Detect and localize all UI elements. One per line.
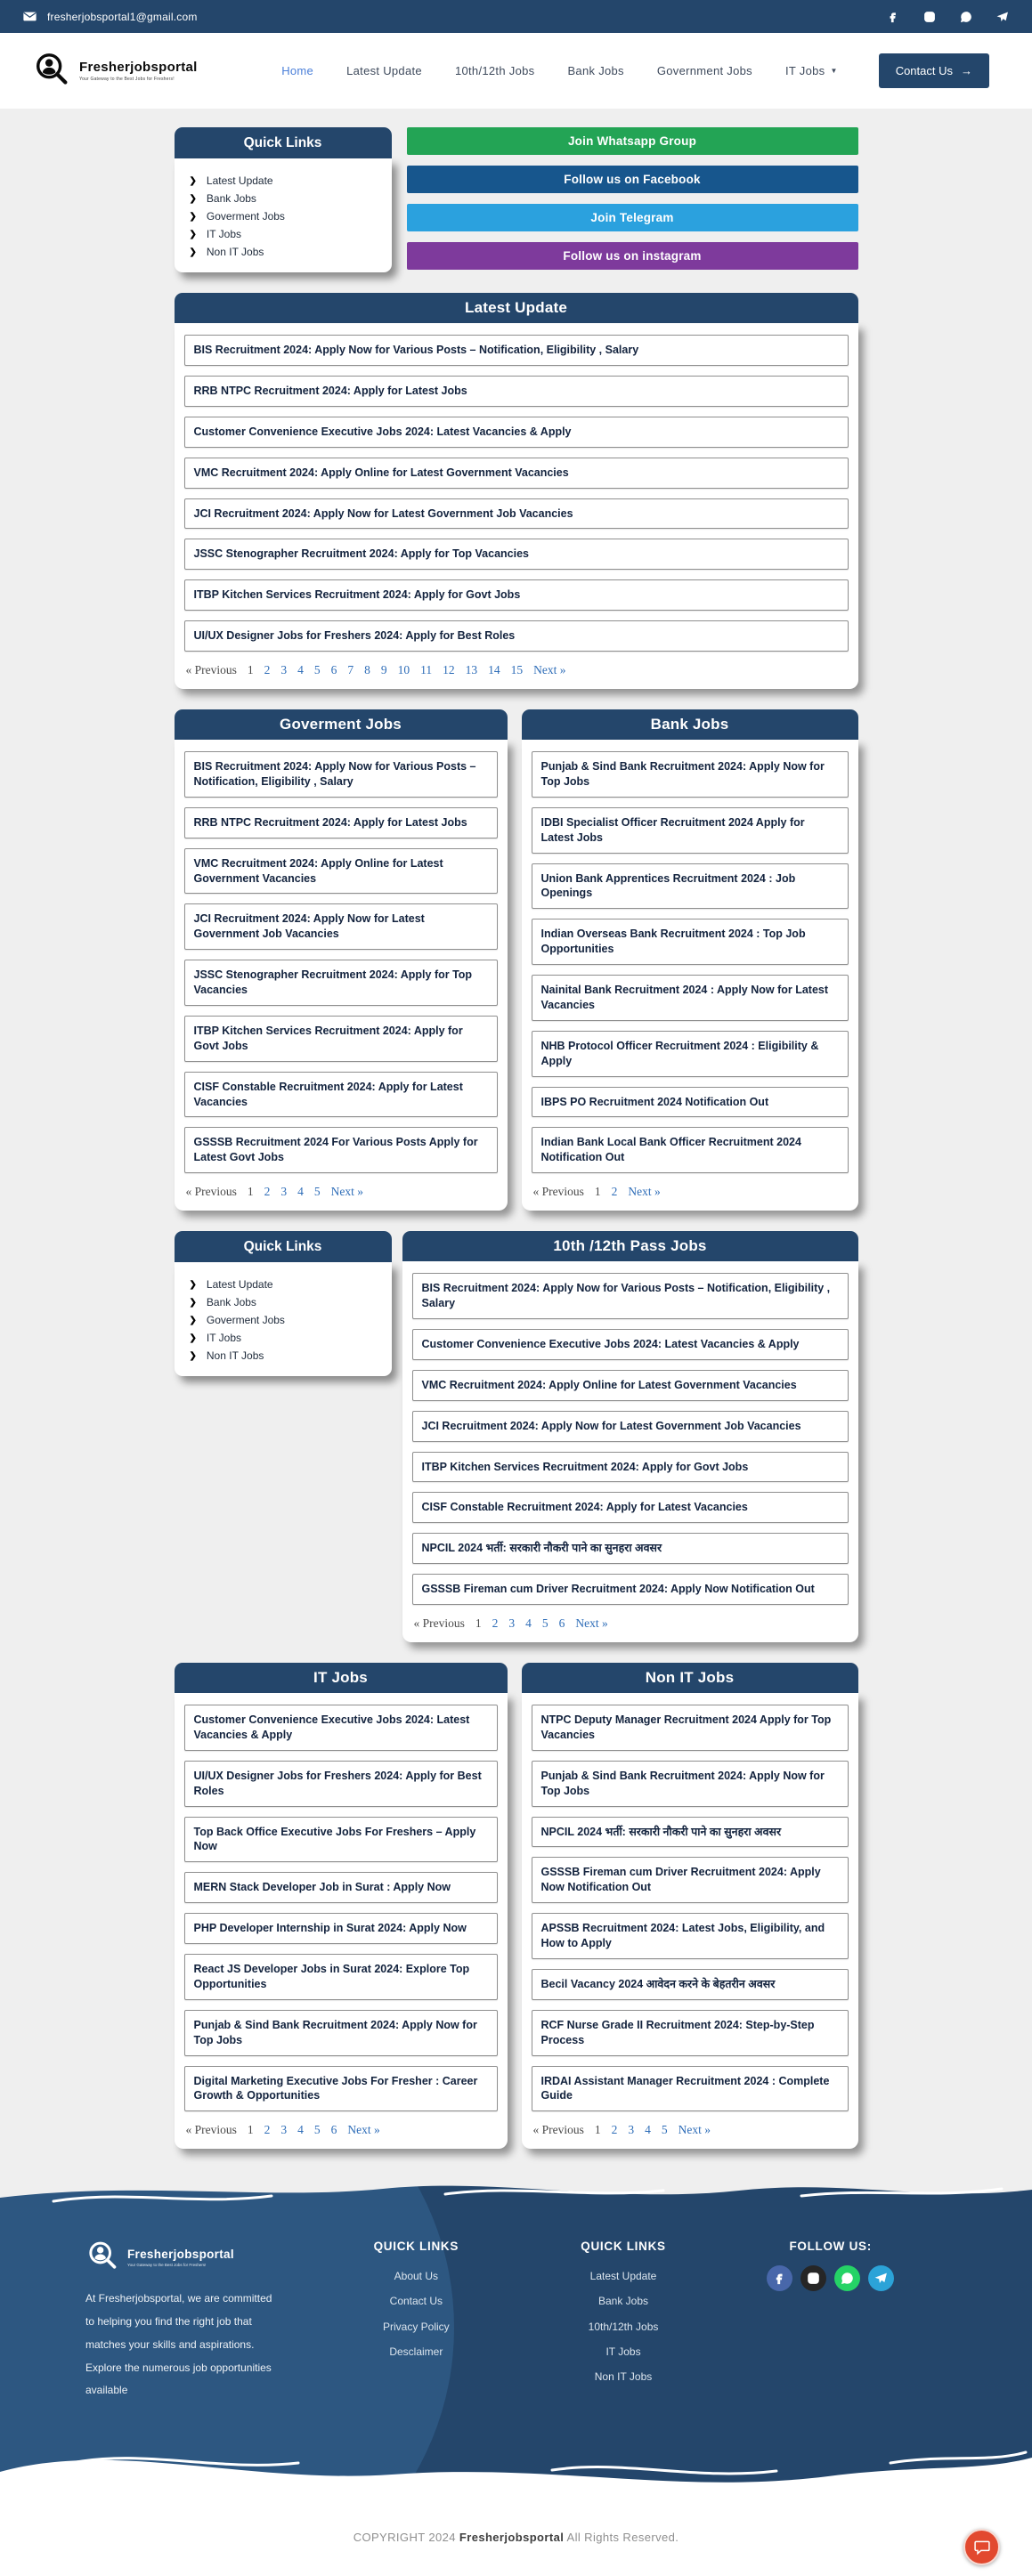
chevron-right-icon: ❯ [189,1315,197,1325]
whatsapp-icon[interactable] [960,11,972,23]
bank-jobs-section [522,709,858,1211]
quick-link-label: Bank Jobs [206,192,256,205]
chevron-right-icon: ❯ [189,1297,197,1308]
social-banner-label: Join Whatsapp Group [567,134,697,148]
brand-logo-icon [85,2240,121,2275]
job-item[interactable]: IRDAI Assistant Manager Recruitment 2024 : Complete Guide [532,2066,849,2112]
job-item[interactable]: Customer Convenience Executive Jobs 2024: Latest Vacancies & Apply [184,417,849,448]
job-item[interactable]: RRB NTPC Recruitment 2024: Apply for Latest Jobs [184,376,849,407]
pagination-current-page: 1 [247,1185,254,1199]
nav-link-it-jobs[interactable] [785,64,838,77]
job-item[interactable]: ITBP Kitchen Services Recruitment 2024: Apply for Govt Jobs [412,1452,849,1483]
pagination-current-page: 1 [475,1616,482,1630]
pagination-page-link[interactable]: 5 [313,1185,321,1199]
pagination-page-link[interactable]: 6 [330,663,337,676]
job-item[interactable]: GSSSB Recruitment 2024 For Various Posts Apply for Latest Govt Jobs [184,1127,498,1173]
pagination-previous: « Previous [532,2123,584,2137]
quick-link-item[interactable] [175,1347,392,1365]
pagination [184,661,849,685]
job-item[interactable]: IBPS PO Recruitment 2024 Notification Out [532,1087,849,1118]
section-body [175,740,508,1211]
quick-links-tenth-row [175,1231,858,1642]
quick-link-label: IT Jobs [206,1332,242,1345]
pagination-next[interactable]: Next » [628,1185,661,1199]
job-item[interactable]: VMC Recruitment 2024: Apply Online for Latest Government Vacancies [184,848,498,895]
government-jobs-section [175,709,508,1211]
pagination-page-link[interactable]: 11 [420,663,433,676]
instagram-icon[interactable] [923,11,936,23]
job-item[interactable]: CISF Constable Recruitment 2024: Apply for Latest Vacancies [184,1072,498,1118]
pagination-page-link[interactable]: 13 [465,663,478,676]
section-body [402,1261,858,1642]
pagination-current-page: 1 [247,663,254,676]
pagination [184,2121,498,2144]
quick-link-label: Goverment Jobs [206,210,285,223]
chevron-right-icon: ❯ [189,193,197,204]
brand-tagline: Your Gateway to the Best Jobs for Freshers! [79,77,175,82]
job-item[interactable]: Punjab & Sind Bank Recruitment 2024: Apply Now for Top Jobs [532,1761,849,1807]
pagination-page-link[interactable]: 8 [364,663,370,676]
section-body [522,740,858,1211]
section-body [522,1693,858,2149]
job-item[interactable]: Top Back Office Executive Jobs For Freshers – Apply Now [184,1817,498,1863]
job-item[interactable]: GSSSB Fireman cum Driver Recruitment 2024: Apply Now Notification Out [412,1574,849,1605]
pagination-next[interactable]: Next » [347,2123,380,2137]
it-nonit-row [175,1663,858,2149]
job-item[interactable]: Nainital Bank Recruitment 2024 : Apply Now for Latest Vacancies [532,975,849,1021]
brand-text [79,60,198,82]
job-item[interactable]: Indian Bank Local Bank Officer Recruitment 2024 Notification Out [532,1127,849,1173]
pagination-current-page: 1 [594,2123,601,2137]
job-item[interactable]: React JS Developer Jobs in Surat 2024: Explore Top Opportunities [184,1954,498,2000]
facebook-icon[interactable] [887,11,899,23]
quick-link-item[interactable] [175,225,392,243]
contact-us-label: Contact Us [895,64,953,77]
footer-link[interactable]: IT Jobs [605,2345,641,2358]
section-title: Non IT Jobs [522,1663,858,1693]
footer-main [0,2172,1032,2504]
footer-link[interactable]: 10th/12th Jobs [588,2320,659,2333]
pagination-previous: « Previous [532,1185,584,1199]
footer-link[interactable]: Contact Us [389,2295,443,2308]
social-banner-label: Follow us on instagram [563,249,702,263]
pagination-page-link[interactable]: 3 [628,2123,635,2137]
pagination-page-link[interactable]: 4 [297,1185,304,1199]
chevron-right-icon: ❯ [189,211,197,222]
pagination-page-link[interactable]: 6 [558,1616,565,1630]
job-item[interactable]: NTPC Deputy Manager Recruitment 2024 Apply for Top Vacancies [532,1705,849,1751]
copyright-brand: Fresherjobsportal [459,2531,565,2545]
section-title: Latest Update [175,293,858,323]
pagination-page-link[interactable]: 4 [645,2123,651,2137]
pagination-page-link[interactable]: 4 [525,1616,532,1630]
job-item[interactable]: BIS Recruitment 2024: Apply Now for Various Posts – Notification, Eligibility , Salary [184,335,849,366]
pagination-current-page: 1 [247,2123,254,2137]
pagination-page-link[interactable]: 5 [661,2123,668,2137]
job-item[interactable]: ITBP Kitchen Services Recruitment 2024: Apply for Govt Jobs [184,579,849,611]
social-banner-button[interactable] [407,242,858,270]
pagination-previous: « Previous [185,663,237,676]
chevron-right-icon: ❯ [189,1279,197,1290]
chevron-right-icon: ❯ [189,229,197,239]
pagination-next[interactable]: Next » [575,1616,608,1630]
topbar [0,0,1032,33]
quick-links-title: Quick Links [175,127,392,158]
quick-link-label: Bank Jobs [206,1296,256,1309]
job-item[interactable]: MERN Stack Developer Job in Surat : Apply Now [184,1872,498,1903]
quick-links-title: Quick Links [175,1231,392,1262]
pagination-current-page: 1 [594,1185,601,1199]
pagination-page-link[interactable]: 3 [280,663,288,676]
copyright-bar [0,2504,1032,2576]
quick-link-label: Latest Update [206,174,273,187]
chevron-right-icon: ❯ [189,247,197,257]
chevron-right-icon: ❯ [189,1350,197,1361]
quick-link-label: Latest Update [206,1278,273,1292]
quick-link-item[interactable] [175,207,392,225]
footer-brand-text [127,2248,234,2267]
job-item[interactable]: NHB Protocol Officer Recruitment 2024 : Eligibility & Apply [532,1031,849,1077]
pagination [184,1183,498,1206]
pagination-page-link[interactable]: 3 [508,1616,516,1630]
brand-logo-icon [32,51,73,92]
job-item[interactable]: RRB NTPC Recruitment 2024: Apply for Latest Jobs [184,807,498,838]
pagination [412,1615,849,1638]
footer-link[interactable]: Privacy Policy [382,2320,450,2333]
job-item[interactable]: PHP Developer Internship in Surat 2024: Apply Now [184,1913,498,1944]
pagination-page-link[interactable]: 2 [264,663,271,676]
job-item[interactable]: UI/UX Designer Jobs for Freshers 2024: Apply for Best Roles [184,1761,498,1807]
arrow-right-icon: → [961,64,972,77]
section-body [175,1693,508,2149]
footer-brand-logo[interactable] [85,2240,313,2275]
footer-column-title: QUICK LINKS [373,2240,459,2254]
job-item[interactable]: Punjab & Sind Bank Recruitment 2024: Apply Now for Top Jobs [184,2010,498,2056]
pagination [532,1183,849,1206]
pagination-page-link[interactable]: 10 [397,663,410,676]
footer-quick-links-1 [313,2240,520,2402]
tenth-twelfth-jobs-section [402,1231,858,1642]
brand-logo[interactable] [32,51,198,92]
pagination-page-link[interactable]: 9 [380,663,387,676]
pagination-next[interactable]: Next » [533,663,566,676]
job-item[interactable]: BIS Recruitment 2024: Apply Now for Various Posts – Notification, Eligibility , Salary [412,1273,849,1319]
job-item[interactable]: BIS Recruitment 2024: Apply Now for Various Posts – Notification, Eligibility , Salary [184,751,498,798]
pagination-page-link[interactable]: 5 [313,2123,321,2137]
social-banner-column [407,127,858,270]
quick-link-label: Non IT Jobs [206,1349,264,1363]
quick-link-label: Goverment Jobs [206,1314,285,1327]
telegram-icon[interactable] [996,11,1009,23]
section-title: IT Jobs [175,1663,508,1693]
it-jobs-section [175,1663,508,2149]
pagination-page-link[interactable]: 2 [611,2123,618,2137]
pagination-page-link[interactable]: 3 [280,1185,288,1199]
footer-brand-column [85,2240,313,2402]
quick-link-item[interactable] [175,172,392,190]
pagination-page-link[interactable]: 6 [330,2123,337,2137]
nav-link-latest-update[interactable]: Latest Update [346,64,422,77]
quick-link-item[interactable] [175,243,392,261]
section-body [175,323,858,689]
nav-menu [281,64,837,77]
job-item[interactable]: NPCIL 2024 भर्ती: सरकारी नौकरी पाने का सुनहरा अवसर [532,1817,849,1848]
footer-link[interactable]: Latest Update [589,2270,657,2283]
footer-link[interactable]: Bank Jobs [597,2295,649,2308]
job-item[interactable]: UI/UX Designer Jobs for Freshers 2024: Apply for Best Roles [184,620,849,652]
section-title: 10th /12th Pass Jobs [402,1231,858,1261]
government-bank-row [175,709,858,1211]
footer-link[interactable]: About Us [394,2270,439,2283]
nav-link-government-jobs[interactable]: Government Jobs [656,64,752,77]
pagination-page-link[interactable]: 2 [264,2123,271,2137]
job-item[interactable]: JCI Recruitment 2024: Apply Now for Latest Government Job Vacancies [412,1411,849,1442]
footer-bottom-wave [0,2426,1032,2504]
quick-links-social-row [175,127,858,272]
job-item[interactable]: IDBI Specialist Officer Recruitment 2024 Apply for Latest Jobs [532,807,849,854]
footer-brand-name: Fresherjobsportal [127,2248,234,2262]
job-item[interactable]: Becil Vacancy 2024 आवेदन करने के बेहतरीन अवसर [532,1969,849,2000]
job-item[interactable]: JSSC Stenographer Recruitment 2024: Apply for Top Vacancies [184,539,849,570]
footer [0,2172,1032,2576]
quick-links-list [175,158,392,272]
footer-columns [0,2224,1032,2426]
latest-update-section [175,293,858,689]
quick-link-item[interactable] [175,1329,392,1347]
social-banner-button[interactable] [407,166,858,193]
job-item[interactable]: CISF Constable Recruitment 2024: Apply for Latest Vacancies [412,1492,849,1523]
nav-link-it-jobs-label: IT Jobs [784,64,825,77]
social-banner-label: Follow us on Facebook [564,173,701,186]
footer-link[interactable]: Desclaimer [389,2345,443,2358]
social-banner-label: Join Telegram [590,211,674,224]
pagination-next[interactable]: Next » [330,1185,363,1199]
topbar-email-text: fresherjobsportal1@gmail.com [47,10,198,23]
pagination-page-link[interactable]: 7 [347,663,354,676]
job-item[interactable]: ITBP Kitchen Services Recruitment 2024: Apply for Govt Jobs [184,1016,498,1062]
job-item[interactable]: Indian Overseas Bank Recruitment 2024 : Top Job Opportunities [532,919,849,965]
quick-links-list [175,1262,392,1376]
main-content [0,109,1032,2576]
pagination [532,2121,849,2144]
nav-link-10th-12th-jobs[interactable]: 10th/12th Jobs [454,64,535,77]
job-item[interactable]: Union Bank Apprentices Recruitment 2024 : Job Openings [532,863,849,910]
pagination-page-link[interactable]: 14 [488,663,500,676]
section-title: Goverment Jobs [175,709,508,740]
job-item[interactable]: GSSSB Fireman cum Driver Recruitment 2024: Apply Now Notification Out [532,1857,849,1903]
chevron-down-icon: ▼ [830,67,838,75]
footer-follow-title: FOLLOW US: [789,2240,872,2254]
footer-link[interactable]: Non IT Jobs [594,2370,653,2383]
pagination-page-link[interactable]: 15 [510,663,524,676]
nav-link-home[interactable]: Home [281,64,314,77]
pagination-previous: « Previous [185,2123,237,2137]
pagination-next[interactable]: Next » [678,2123,711,2137]
pagination-page-link[interactable]: 4 [297,663,304,676]
footer-quick-links-2 [520,2240,727,2402]
job-item[interactable]: NPCIL 2024 भर्ती: सरकारी नौकरी पाने का सुनहरा अवसर [412,1533,849,1564]
copyright-prefix: COPYRIGHT 2024 [353,2531,456,2545]
chevron-right-icon: ❯ [189,175,197,186]
nav-link-bank-jobs[interactable]: Bank Jobs [567,64,624,77]
job-item[interactable]: JSSC Stenographer Recruitment 2024: Apply for Top Vacancies [184,960,498,1006]
social-banner-button[interactable] [407,204,858,231]
job-item[interactable]: Punjab & Sind Bank Recruitment 2024: Apply Now for Top Jobs [532,751,849,798]
pagination-page-link[interactable]: 12 [443,663,455,676]
pagination-page-link[interactable]: 3 [280,2123,288,2137]
job-item[interactable]: Digital Marketing Executive Jobs For Fresher : Career Growth & Opportunities [184,2066,498,2112]
quick-link-item[interactable] [175,190,392,207]
pagination-page-link[interactable]: 5 [313,663,321,676]
chat-widget-button[interactable] [963,2529,1000,2565]
footer-follow-column [727,2240,934,2402]
pagination-previous: « Previous [413,1616,465,1630]
pagination-page-link[interactable]: 2 [264,1185,271,1199]
section-title: Bank Jobs [522,709,858,740]
topbar-social-icons [887,11,1009,23]
job-item[interactable]: JCI Recruitment 2024: Apply Now for Latest Government Job Vacancies [184,903,498,950]
navbar [0,33,1032,109]
contact-us-button[interactable] [879,53,989,88]
topbar-email-link[interactable] [23,11,198,23]
footer-top-wave [0,2172,1032,2224]
quick-link-label: IT Jobs [206,228,242,240]
chevron-right-icon: ❯ [189,1333,197,1343]
social-banner-button[interactable] [407,127,858,155]
brand-name: Fresherjobsportal [79,60,198,75]
latest-update-row [175,293,858,689]
job-item[interactable]: JCI Recruitment 2024: Apply Now for Latest Government Job Vacancies [184,498,849,530]
pagination-page-link[interactable]: 2 [611,1185,618,1199]
envelope-icon [23,12,37,21]
job-item[interactable]: Customer Convenience Executive Jobs 2024: Latest Vacancies & Apply [184,1705,498,1751]
quick-link-item[interactable] [175,1276,392,1293]
job-item[interactable]: VMC Recruitment 2024: Apply Online for Latest Government Vacancies [184,458,849,489]
footer-about-text: At Fresherjobsportal, we are committed to helping you find the right job that matches your skills and aspirations. Explore the numerous job opportunities available [85,2292,272,2397]
pagination-previous: « Previous [185,1185,237,1199]
pagination-page-link[interactable]: 5 [541,1616,549,1630]
job-item[interactable]: APSSB Recruitment 2024: Latest Jobs, Eligibility, and How to Apply [532,1913,849,1959]
quick-link-item[interactable] [175,1311,392,1329]
job-item[interactable]: VMC Recruitment 2024: Apply Online for Latest Government Vacancies [412,1370,849,1401]
non-it-jobs-section [522,1663,858,2149]
pagination-page-link[interactable]: 4 [297,2123,304,2137]
quick-link-item[interactable] [175,1293,392,1311]
footer-column-title: QUICK LINKS [581,2240,666,2254]
quick-links-card [175,1231,392,1376]
copyright-suffix: All Rights Reserved. [566,2531,679,2545]
pagination-page-link[interactable]: 2 [492,1616,499,1630]
job-item[interactable]: Customer Convenience Executive Jobs 2024: Latest Vacancies & Apply [412,1329,849,1360]
quick-link-label: Non IT Jobs [206,246,264,258]
footer-brand-tagline: Your Gateway to the Best Jobs for Freshers! [127,2263,207,2268]
job-item[interactable]: RCF Nurse Grade II Recruitment 2024: Step-by-Step Process [532,2010,849,2056]
quick-links-card [175,127,392,272]
